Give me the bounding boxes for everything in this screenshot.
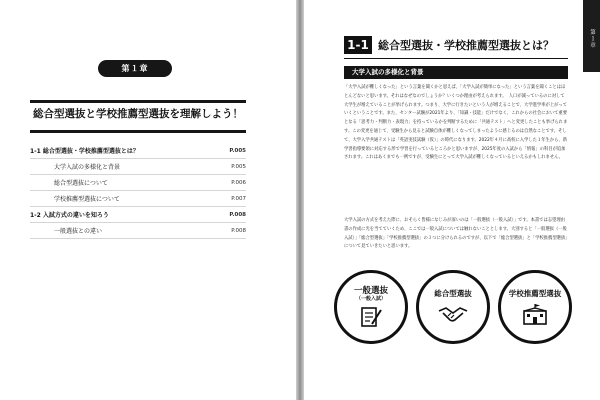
- section-number: 1-1: [344, 36, 372, 54]
- admission-type-sub: （一般入試）: [355, 296, 386, 302]
- title-rule-bottom: [30, 130, 246, 133]
- toc-row[interactable]: [30, 159, 246, 175]
- toc-label: 総合型選抜について: [54, 180, 108, 187]
- section-heading: [344, 36, 554, 54]
- toc-page: P.005: [229, 147, 246, 154]
- toc-label: 1-2 入試方式の違いを知ろう: [30, 212, 109, 219]
- toc-label: 大学入試の多様化と背景: [54, 164, 121, 171]
- toc-row[interactable]: [30, 143, 246, 159]
- toc-label: 一般選抜との違い: [54, 228, 103, 235]
- section-underline: [344, 58, 568, 59]
- admission-type-circle: [498, 270, 572, 344]
- section-title: 総合型選抜・学校推薦型選抜とは？: [378, 39, 554, 52]
- toc-label: 1-1 総合型選抜・学校推薦型選抜とは？: [30, 148, 139, 155]
- school-building-icon: [521, 303, 549, 325]
- admission-type-label: 学校推薦型選抜: [508, 289, 562, 298]
- toc-row[interactable]: [30, 191, 246, 207]
- toc-page: P.008: [231, 227, 246, 234]
- table-of-contents: [30, 143, 246, 239]
- admission-type-circle: [334, 270, 408, 344]
- admission-types: [334, 270, 574, 350]
- toc-row[interactable]: [30, 175, 246, 191]
- admission-type-circle: [416, 270, 490, 344]
- toc-page: P.006: [231, 179, 246, 186]
- exam-paper-icon: [358, 306, 384, 328]
- toc-row[interactable]: [30, 223, 246, 239]
- left-page: [0, 0, 296, 400]
- chapter-title: 総合型選抜と学校推薦型選抜を理解しよう！: [33, 108, 243, 120]
- toc-label: 学校推薦型選抜について: [54, 196, 120, 203]
- book-gutter: [296, 0, 304, 400]
- right-page: [304, 0, 600, 400]
- chapter-label: 第１章: [98, 60, 172, 77]
- admission-type-label: 一般選抜: [353, 286, 388, 296]
- subheading-bar: 大学入試の多様化と背景: [344, 66, 568, 79]
- toc-row[interactable]: [30, 207, 246, 223]
- admission-type-label: 総合型選抜: [434, 289, 472, 298]
- handshake-icon: [437, 303, 469, 325]
- toc-page: P.008: [229, 211, 246, 218]
- toc-page: P.005: [231, 163, 246, 170]
- chapter-side-tab: 第１章: [583, 0, 600, 72]
- title-rule-top: [30, 100, 246, 103]
- body-paragraph: 「大学入試が難しくなった」という言葉を聞くかと思えば、「大学入試が簡単になった」という言葉を聞くことはほとんどないと思います。それはなぜなのでしょうか？いくつか理由が考えられます。 人口が減っているのに対して大学生が増えていることが挙げられます。つまり、大学に行きたいという人が増えることで、大学進学率が上がっていくということです。また、センター試験が2021年より、「知識・技能」だけでなく、これからの社会において重要となる「思考力・判断力・表現力」を持っているかを判断するために「共通テスト」へと変更したことも挙げられます。この変更を通じて、受験生から見ると試験自体が難しくなってしまったように感じるのは自然なことです。そして、大学入学共通テストは「英語実技試験（仮）」の時代になります。2022年４月に高校に入学した１年生から、新学習指導要領に対応する形で学習を行っているところかと思いますが、2025年度の入試から「情報」の科目が追加されます。これはあくまでも一例ですが、受験生にとって大学入試が難しくなっているといえるかもしれません。: [344, 85, 568, 161]
- body-paragraph: 大学入試の方式を考えた際に、おそらく皆様になじみが深いのは「一般選抜（一般入試）」です。本書では志望理由書の作成に光を当てていくため、ここでは一般入試については触れないこととします。大別すると「一般選抜（一般入試）」「総合型選抜」「学校推薦型選抜」の３つに分けられるのですが、以下で「総合型選抜」と「学校推薦型選抜」について見ていきたいと思います。: [344, 218, 568, 250]
- toc-page: P.007: [231, 195, 246, 202]
